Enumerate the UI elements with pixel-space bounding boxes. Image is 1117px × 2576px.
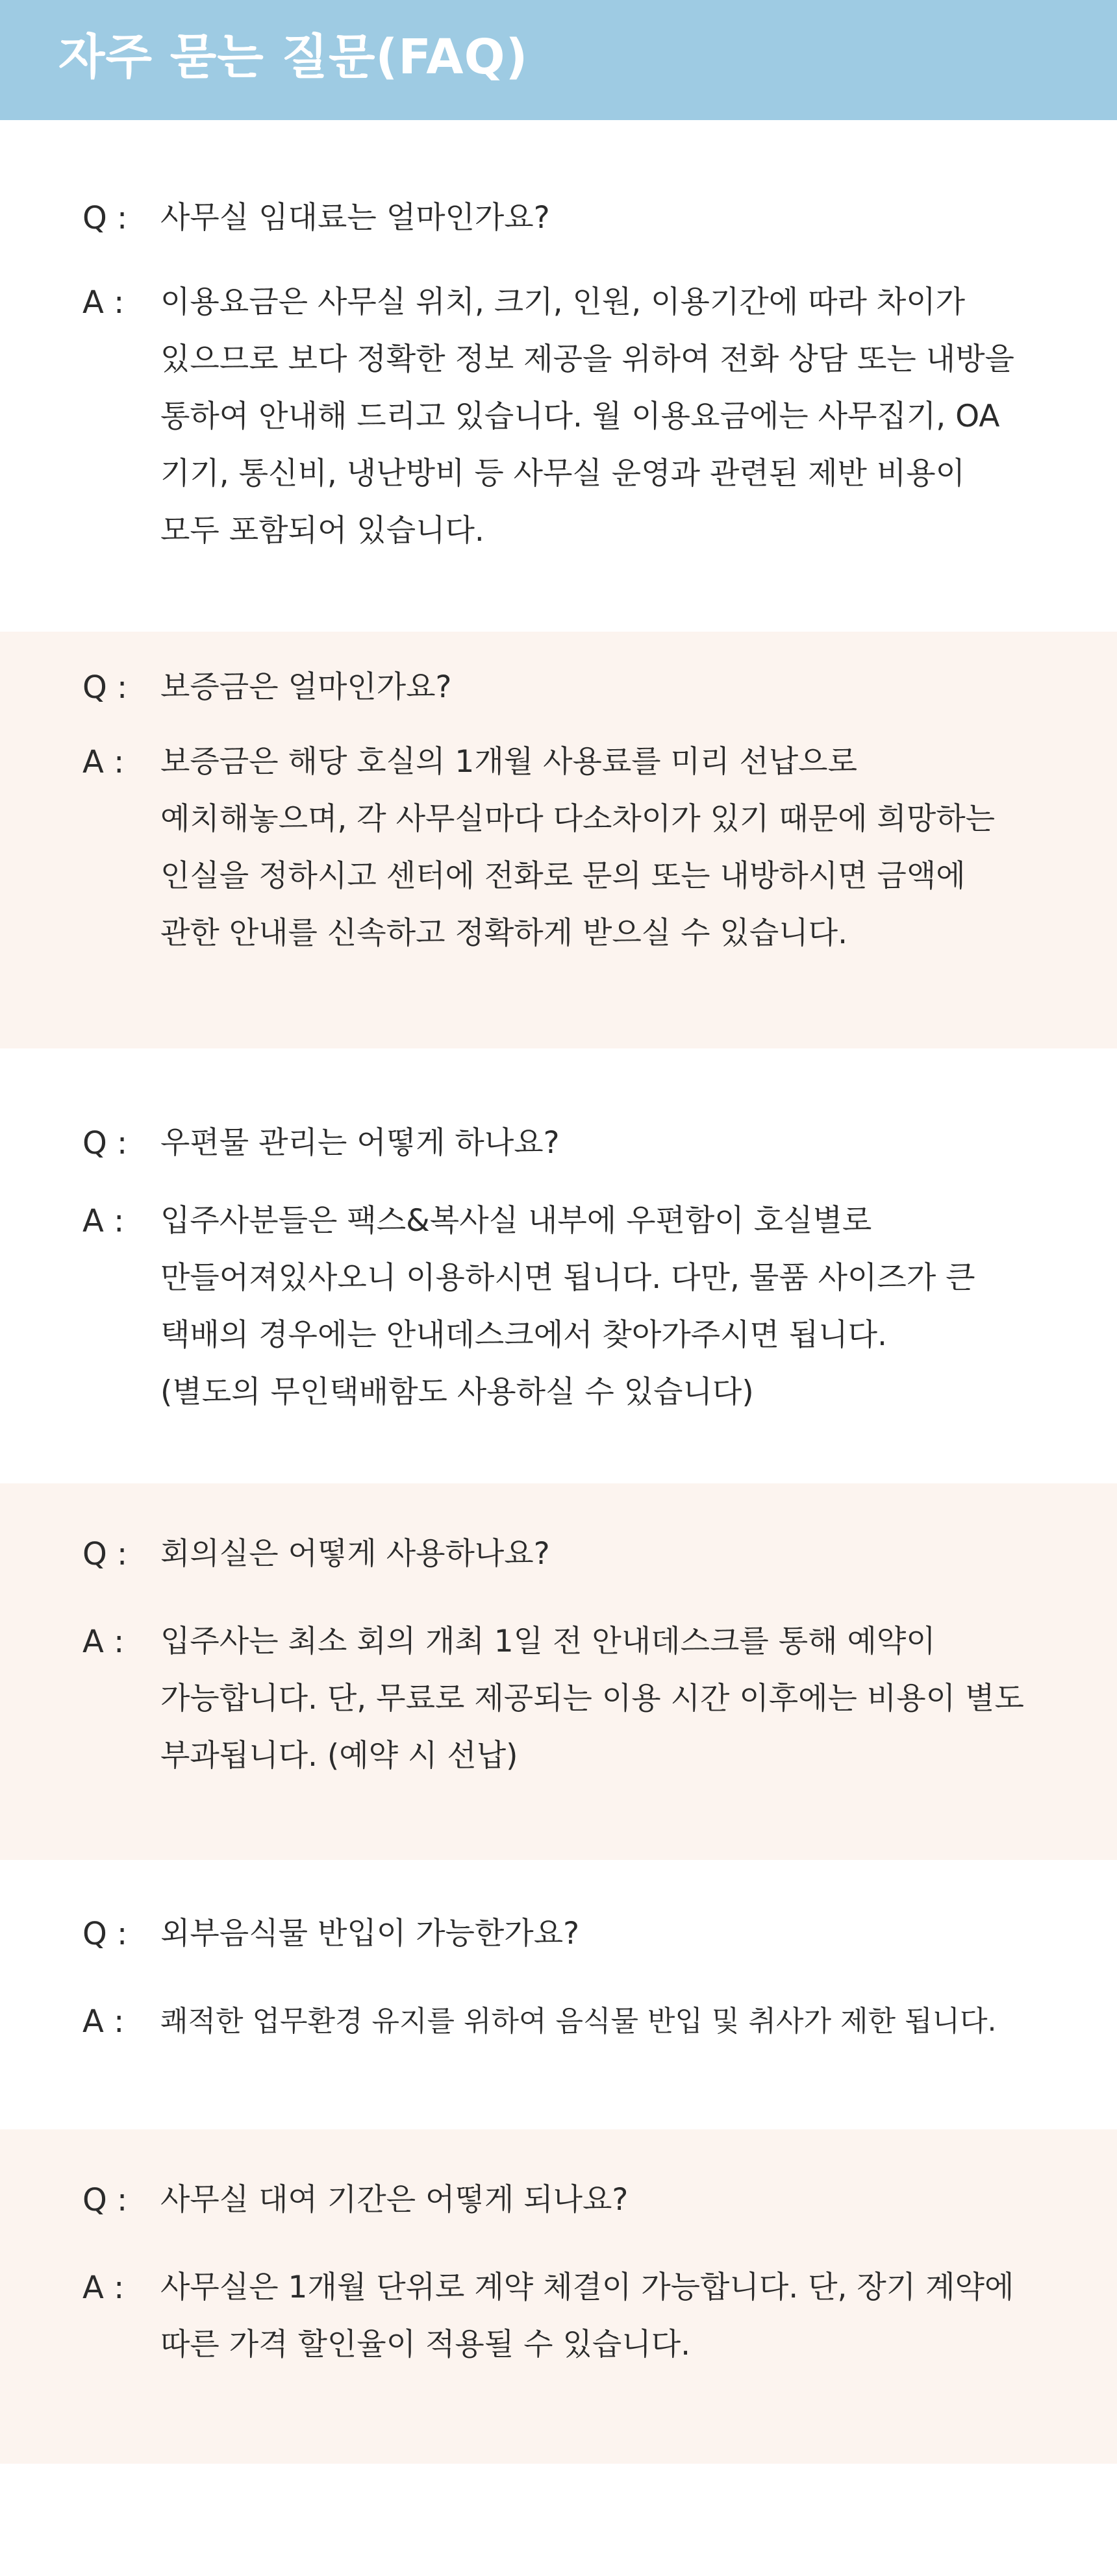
answer-marker: A : [82,2003,125,2040]
faq-answer-line: 부과됩니다. (예약 시 선납) [160,1738,518,1774]
faq-answer-line: 가능합니다. 단, 무료로 제공되는 이용 시간 이후에는 비용이 별도 [160,1681,1024,1716]
question-marker: Q : [82,1536,128,1572]
faq-question-row [0,1905,1117,1963]
faq-answer-line: (별도의 무인택배함도 사용하실 수 있습니다) [160,1374,754,1410]
faq-item-outside-food [0,1860,1117,2129]
faq-answer-line: 있으므로 보다 정확한 정보 제공을 위하여 전화 상담 또는 내방을 [160,341,1014,377]
faq-question-row [0,2172,1117,2229]
faq-answer-line: 인실을 정하시고 센터에 전화로 문의 또는 내방하시면 금액에 [160,858,966,894]
faq-answer-text [160,1613,1096,1785]
answer-marker: A : [82,2270,125,2306]
answer-marker: A : [82,1203,125,1239]
faq-item-meeting-room [0,1483,1117,1860]
answer-marker: A : [82,744,125,780]
faq-question-text: 사무실 임대료는 얼마인가요? [160,200,550,236]
faq-question-row [0,190,1117,247]
faq-answer-text [160,734,1096,962]
faq-answer-line: 택배의 경우에는 안내데스크에서 찾아가주시면 됩니다. [160,1317,887,1353]
faq-question-text: 우편물 관리는 어떻게 하나요? [160,1125,560,1161]
question-marker: Q : [82,1916,128,1952]
faq-answer-line: 보증금은 해당 호실의 1개월 사용료를 미리 선납으로 [160,744,857,780]
faq-answer-line: 입주사분들은 팩스&복사실 내부에 우편함이 호실별로 [160,1203,872,1239]
faq-answer-line: 기기, 통신비, 냉난방비 등 사무실 운영과 관련된 제반 비용이 [160,456,966,491]
faq-question-text: 사무실 대여 기간은 어떻게 되나요? [160,2182,629,2218]
faq-answer-line: 만들어져있사오니 이용하시면 됩니다. 다만, 물품 사이즈가 큰 [160,1260,975,1296]
faq-question-row [0,1526,1117,1583]
faq-answer-text [160,274,1096,560]
faq-item-office-rent [0,120,1117,632]
faq-question-text: 외부음식물 반입이 가능한가요? [160,1916,580,1951]
question-marker: Q : [82,1125,128,1161]
faq-question-text: 회의실은 어떻게 사용하나요? [160,1536,550,1572]
faq-header-banner [0,0,1117,120]
faq-answer-line: 따른 가격 할인율이 적용될 수 있습니다. [160,2327,691,2362]
question-marker: Q : [82,200,128,236]
faq-answer-line: 모두 포함되어 있습니다. [160,513,484,549]
faq-question-row [0,1115,1117,1172]
faq-answer-line: 예치해놓으며, 각 사무실마다 다소차이가 있기 때문에 희망하는 [160,801,996,837]
faq-answer-line: 통하여 안내해 드리고 있습니다. 월 이용요금에는 사무집기, OA [160,399,1000,434]
faq-item-deposit [0,632,1117,1048]
faq-answer-line: 관한 안내를 신속하고 정확하게 받으실 수 있습니다. [160,915,848,951]
faq-answer-text [160,1193,1096,1421]
faq-question-row [0,659,1117,716]
faq-item-mail [0,1048,1117,1483]
answer-marker: A : [82,284,125,321]
faq-answer-line: 입주사는 최소 회의 개최 1일 전 안내데스크를 통해 예약이 [160,1624,936,1659]
faq-item-rental-period [0,2129,1117,2464]
faq-answer-line: 쾌적한 업무환경 유지를 위하여 음식물 반입 및 취사가 제한 됩니다. [160,2005,997,2038]
page-title: 자주 묻는 질문(FAQ) [58,29,529,85]
faq-answer-text [160,2259,1096,2373]
faq-answer-line: 이용요금은 사무실 위치, 크기, 인원, 이용기간에 따라 차이가 [160,284,966,320]
faq-question-text: 보증금은 얼마인가요? [160,669,452,705]
faq-answer-line: 사무실은 1개월 단위로 계약 체결이 가능합니다. 단, 장기 계약에 [160,2270,1014,2305]
answer-marker: A : [82,1624,125,1660]
question-marker: Q : [82,669,128,706]
faq-answer-text [160,1993,1096,2050]
question-marker: Q : [82,2182,128,2218]
